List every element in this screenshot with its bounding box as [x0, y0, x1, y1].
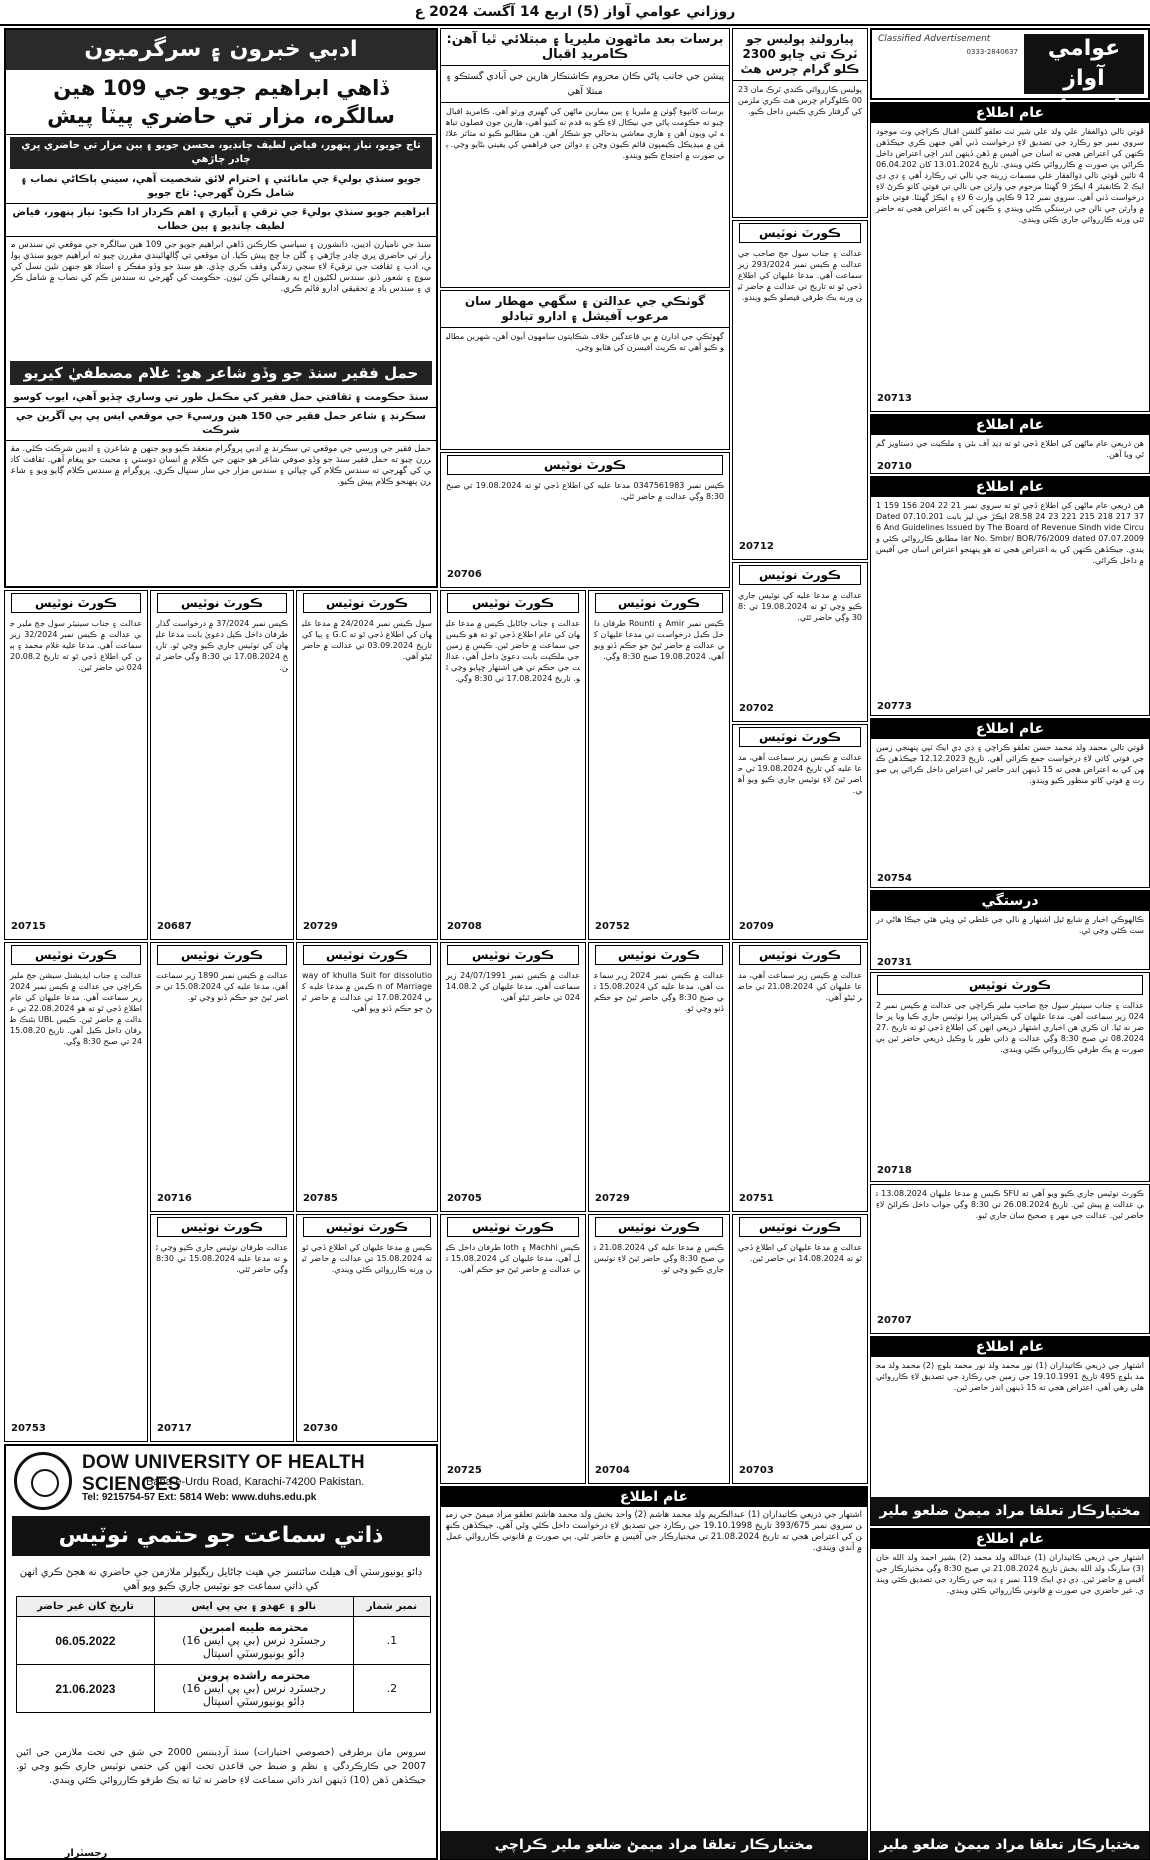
court-notice-r1: ڪورٽ نوٽيس عدالت ۽ جناب سينيئر سول جج صاحب ملير ڪراچي جي عدالت ۾ ڪيس نمبر 2024 زير سماعت آهي. مدعا عليهان کي ڪيترائي ڀيرا نوٽيس جاري ڪيا ويا پر حاضر نه ٿيا. ان ڪري هن اخباري اشتهار ذريعي انهن کي اطلاع ڏجي ٿو ته تاريخ 27.08.2024 تي صبح 8:30 وڳي عدالت ۾ ذاتي طور يا وڪيل ذريعي حاضر ٿين ٻي صورت ۾ يڪ طرفي ڪارروائي ڪئي ويندي. 20718: [870, 972, 1150, 1182]
feature-sub3: ابراهيم جويو سنڌي ٻوليءَ جي ترقي ۽ آبياري ۽ اهم ڪردار ادا ڪيو: نياز پنهور، فياض لطيف چانڊيو ۽ ٻين خطاب: [6, 204, 436, 237]
gutka-news: گوٺڪي جي عدالتن ۽ سگهي مهطار سان مرعوب آفيشل ۽ ادارو تبادلو گهوٽڪي جي ادارن ۾ بي قاعدگين خلاف شڪايتون سامهون آيون آهن، شهرين مطالبو ڪيو آهي ته ڪرپٽ آفيسرن کي هٽايو وڃي.: [440, 290, 730, 450]
duhs-contact: Tel: 9215754-57 Ext: 5814 Web: www.duhs.edu.pk: [82, 1492, 317, 1503]
police-headline: پيارولنڊ پوليس جو ٽرڪ تي ڇاپو 2300 ڪلو گرام چرس هٿ: [733, 29, 867, 81]
masthead: [0, 0, 1150, 26]
feature-headline: ڏاهي ابراهيم جويو جي 109 هين سالگره، مزار تي حاضري پيٽا پيش: [6, 70, 436, 135]
table-row: 2. محترمه راشده پروين رجسٽرڊ نرس (بي پي ايس 16) ڊائو يونيورسٽي اسپتال 21.06.2023: [17, 1665, 431, 1713]
duhs-logo-icon: [14, 1452, 72, 1510]
court-notice-c6: ڪورٽ نوٽيس عدالت ۾ ڪيس نمبر 24/07/1991 زير سماعت آهي. مدعا عليهان کي 14.08.2024 تي حاضر ٿيڻو آهي. 20705: [440, 942, 586, 1212]
public-notice-1: عام اطلاع ڦوتي تالي ذوالفقار علي ولد علي شير ٺٺ تعلقو گلشن اقبال ڪراچي وٽ موجود سروي نمبر جو رڪارڊ جي تصديق لاءِ درخواست ڏني آهي جنهن ڪري جيڪڏهن ڪنهن کي اعتراض هجي ته اسان جي آفيس ۾ ڏهن ڏينهن اندر اچي اعتراض داخل ڪرائي ٻي صورت ۾ ڪارروائي ڪئي ويندي. تاريخ 13.01.2024 کان 06.04.2024 تائين ڦوتي تالي ذوالفقار علي مسمات زرينه جي نالي تي رڪارڊ آهي ۽ ڊي ڊي ايڪ 2 ڪانفيئر 4 ايڪڙ 9 گهنٽا مرحوم جي وارثن جي نالي تي فوتي کاتو ڪرڻ لاءِ درخواست ڏني آهي. سروي نمبر 12 9 ڪاپي وارث 6 لاءِ ۽ ايڪڙ گهنٽا. فوتي خاتو ۾ وارثن جي نالن جي درستگي ڪئي ويندي ۽ ڪنهن کي به اعتراض هجي ته حاضر ٿئي ورنه ڪارروائي جاري ڪئي ويندي. 20713: [870, 102, 1150, 412]
public-notice-2: عام اطلاع هن ذريعي عام ماڻهن کي اطلاع ڏجي ٿو ته ڊيڊ آف بئي ۽ ملڪيت جي دستاويز گم ٿي ويا آهن. 20710: [870, 414, 1150, 474]
court-notice-c1: ڪورٽ نوٽيس عدالت ۽ جناب ايڊيشنل سيشن جج ملير ڪراچي جي عدالت ۾ ڪيس نمبر 2024 زير سماعت آهي. مدعا عليهان کي عام اطلاع ڏجي ٿو ته هو 22.08.2024 تي عدالت ۾ حاضر ٿين. ڪيس UBL بئنڪ طرفان داخل ڪيل آهي. تاريخ 15.08.2024 تي صبح 8:30 وڳي. 20753: [4, 942, 148, 1442]
mukhtiarkar-footer: مختيارڪار تعلقا مراد ميمڻ ضلعو ملير: [871, 1497, 1149, 1525]
public-notice-6: عام اطلاع اشتهار جي ذريعي ڪاتيداران (1) عبدالله ولد محمد (2) بشير احمد ولد الله خان (3) سارنگ ولد الله بخش تاريخ 21.08.2024 تي صبح 8:30 وڳي مختيارڪار جي آفيس ۾ حاضر ٿين. ڊي ڊي ايڪ 119 نمبر ۽ ڊيه جي رڪارڊ جي تصديق ڪئي ويندي. غير حاضري جي صورت ۾ قانوني ڪارروائي ڪئي ويندي. مختيارڪار تعلقا مراد ميمڻ ضلعو ملير: [870, 1528, 1150, 1860]
court-notice-d1: ڪورٽ نوٽيس ڪيس Machhi ۽ Ioth طرفان داخل ڪيل آهي. مدعا عليهان کي 15.08.2024 تي عدالت ۾ حاضر ٿيڻ جو حڪم آهي. 20725: [440, 1214, 586, 1484]
court-notice-c7: ڪورٽ نوٽيس عدالت ۾ ڪيس نمبر 2024 زير سماعت آهي، مدعا عليه کي 15.08.2024 تي صبح 8:30 وڳي حاضر ٿيڻ جو حڪم ڏنو وڃي ٿو. 20729: [588, 942, 730, 1212]
court-notice-d3: ڪورٽ نوٽيس عدالت ۾ مدعا عليهان کي اطلاع ڏجي ٿو ته 14.08.2024 تي حاضر ٿين. 20703: [732, 1214, 868, 1484]
table-header: نمبر شمار: [353, 1597, 430, 1617]
public-notice-4: عام اطلاع ڦوتي تالي محمد ولد محمد حسن تعلقو ڪراچي ۽ ڊي ڊي ايڪ ٽپي پنهنجي زمين جي فوتي کاتي لاءِ درخواست جمع ڪرائي آهي. تاريخ 12.12.2023 جيڪڏهن ڪنهن کي به اعتراض هجي ته 15 ڏينهن اندر حاضر ٿي اعتراض داخل ڪرائي ٻي صورت ۾ فوتي کاتو منظور ڪيو ويندو. 20754: [870, 718, 1150, 888]
duhs-name: DOW UNIVERSITY OF HEALTH SCIENCES: [82, 1452, 365, 1495]
court-notice-b2: ڪورٽ نوٽيس ڪيس نمبر 37/2024 ۾ درخواست گذار طرفان داخل ڪيل دعويٰ بابت مدعا عليهان کي نوٽيس جاري ڪيو وڃي ٿو. تاريخ 17.08.2024 تي 8:30 وڳي حاضر ٿين. 20687: [150, 590, 294, 940]
police-news: پيارولنڊ پوليس جو ٽرڪ تي ڇاپو 2300 ڪلو گرام چرس هٿ پوليس ڪارروائي ڪندي ٽرڪ مان 2300 ڪلوگرام چرس هٿ ڪري ملزمن کي گرفتار ڪري ڪيس داخل ڪيو.: [732, 28, 868, 218]
duhs-table: [16, 1596, 431, 1713]
masthead-line: روزاني عوامي آواز (5) اربع 14 آگسٽ 2024 ع: [414, 4, 736, 20]
public-notice-3: عام اطلاع هن ذريعي عام ماڻهن کي اطلاع ڏجي ٿو ته سروي نمبر 21 22 204 156 159 137 217 218 215 221 23 24 28.58 ايڪڙ جي ليز بابت Dated 07.10.2016 And Guidelines Issued by The Board of Revenue Sindh vide Circular No. Smbr/ BOR/76/2009 dated 07.07.2009 مطابق ڪارروائي ڪئي ويندي. جيڪڏهن ڪنهن کي به اعتراض هجي ته هو پنهنجو اعتراض اسان جي آفيس ۾ داخل ڪرائي. 20773: [870, 476, 1150, 716]
feature-sub2: جويو سنڌي ٻوليءَ جي مانائتي ۽ احترام لائق شخصيت آهي، سيني ٻاڪاڻي نصاب ۽ شامل ڪرڻ گهرجي: تاج جويو: [6, 171, 436, 204]
rain-news: برسات بعد ماڻهون مليريا ۽ مبتلائي ٿيا آهن: ڪامريڊ اقبال پيشن جي جانب پاڻي ڪان محروم ڪاشتڪار هارين جي آبادي گستڪو ۽ مبتلا آهي برسات کانپوءِ ڳوٺن ۾ مليريا ۽ ٻين بيمارين ماڻهن کي گهيري ورتو آهي. ڪامريڊ اقبال چيو ته حڪومت پاڻي جي نيڪال لاءِ ڪو به قدم نه کنيو آهي، هارين جون فصلون تباهه ٿي ويون آهن ۽ هاري معاشي بدحالي جو شڪار آهن. هن مطالبو ڪيو ته متاثر علائقن ۾ ميڊيڪل ڪيمپون قائم ڪيون وڃن ۽ دوائن جي فراهمي کي يقيني بڻايو وڃي. ٻي صورت ۾ احتجاج ڪيو ويندو.: [440, 28, 730, 288]
court-notice-m0: ڪورٽ نوٽيس عدالت ۽ جناب سول جج صاحب جي عدالت ۾ ڪيس نمبر 293/2024 زير سماعت آهي. مدعا عليهان کي اطلاع ڏجي ٿو ته تاريخ تي عدالت ۾ حاضر ٿين ورنه يڪ طرفي فيصلو ڪيو ويندو. 20712: [732, 220, 868, 560]
correction-notice: درستگي ڪالهوڪي اخبار ۾ شايع ٿيل اشتهار ۾ نالي جي غلطي ٿي ويئي هئي جيڪا هاڻي درست ڪئي وڃي ٿي. 20731: [870, 890, 1150, 970]
court-notice-m1: ڪورٽ نوٽيس ڪيس نمبر 0347561983 مدعا عليه کي اطلاع ڏجي ٿو ته 19.08.2024 تي صبح 8:30 وڳي عدالت ۾ حاضر ٿئي. 20706: [440, 452, 730, 588]
classified-en-label: Classified Advertisement: [878, 34, 991, 44]
court-notice-r2: ڪورٽ نوٽيس جاري ڪيو ويو آهي ته SFU ڪيس ۾ مدعا عليهان 13.08.2024 تي عدالت ۾ پيش ٿين. تاريخ 26.08.2024 تي 8:30 وڳي جواب داخل ڪرائڻ لاءِ حاضر ٿين. عدالت جي مهر ۽ صحيح سان جاري ٿيو. 20707: [870, 1184, 1150, 1334]
rain-sub: پيشن جي جانب پاڻي ڪان محروم ڪاشتڪار هارين جي آبادي گستڪو ۽ مبتلا آهي: [441, 66, 729, 103]
rain-headline: برسات بعد ماڻهون مليريا ۽ مبتلائي ٿيا آهن: ڪامريڊ اقبال: [441, 29, 729, 66]
court-notice-c2: ڪورٽ نوٽيس عدالت ۾ ڪيس نمبر 1890 زير سماعت آهي، مدعا عليه کي 15.08.2024 تي حاضر ٿيڻ جو حڪم ڏنو وڃي ٿو. 20716: [150, 942, 294, 1212]
court-notice-c3: ڪورٽ نوٽيس way of khulla Suit for dissolution of Marriage ڪيس ۾ مدعا عليه کي 17.08.2024 تي عدالت ۾ حاضر ٿيڻ جو حڪم ڏنو ويو آهي. 20785: [296, 942, 438, 1212]
classified-title: عوامي آواز: [1024, 34, 1144, 94]
feature-sub4: سنڌ حڪومت ۽ ثقافتي حمل فقير کي مڪمل طور تي وساري ڇڏيو آهي، ايوب کوسو: [6, 389, 436, 408]
gutka-headline: گوٺڪي جي عدالتن ۽ سگهي مهطار سان مرعوب آفيشل ۽ ادارو تبادلو: [441, 291, 729, 328]
public-notice-title: عام اطلاع: [871, 103, 1149, 123]
public-notice-5: عام اطلاع اشتهار جي ذريعي ڪاتيداران (1) نور محمد ولد نور محمد بلوچ (2) محمد ولد محمد بلوچ 495 تاريخ 19.10.1991 جي زمين جي رڪارڊ جي تصديق لاءِ ڪارروائي هلي رهي آهي. اعتراض هجي ته 15 ڏينهن اندر حاضر ٿين. مختيارڪار تعلقا مراد ميمڻ ضلعو ملير: [870, 1336, 1150, 1526]
court-notice-c8: ڪورٽ نوٽيس عدالت ۾ ڪيس زير سماعت آهي، مدعا عليهان کي 21.08.2024 تي حاضر ٿيڻو آهي. 20751: [732, 942, 868, 1212]
court-notice-a3: ڪورٽ نوٽيس عدالت ۾ ڪيس زير سماعت آهي، مدعا عليه کي تاريخ 19.08.2024 تي حاضر ٿيڻ لاءِ نوٽيس جاري ڪيو ويو آهي. 20709: [732, 724, 868, 940]
court-notice-a1: ڪورٽ نوٽيس عدالت ۽ جناب ڄاڻايل ڪيس ۾ مدعا عليهان کي عام اطلاع ڏجي ٿو ته هو ڪيس جي سماعت ۾ حاضر ٿين. ڪيس ۾ زمين جي ملڪيت بابت دعويٰ داخل آهي، عدالت جي حڪم تي هي اشتهار ڇپايو وڃي ٿو. تاريخ 17.08.2024 تي 8:30 وڳي. 20708: [440, 590, 586, 940]
duhs-address: Baba-e-Urdu Road, Karachi-74200 Pakistan.: [146, 1476, 365, 1488]
table-row: 1. محترمه طيبه امبرين رجسٽرڊ نرس (بي پي ايس 16) ڊائو يونيورسٽي اسپتال 06.05.2022: [17, 1617, 431, 1665]
duhs-advertisement: [4, 1444, 438, 1860]
duhs-intro: ڊائو يونيورسٽي آف هيلٿ سائنسز جي هيٺ ڄاڻايل ريگيولر ملازمن جي حاضري نه هجڻ ڪري انهن کي ذاتي سماعت جو نوٽيس جاري ڪيو ويو آهي: [19, 1567, 423, 1592]
classified-contact: 0333-2840637: [966, 48, 1018, 56]
court-notice-m2: ڪورٽ نوٽيس عدالت ۾ مدعا عليه کي نوٽيس جاري ڪيو وڃي ٿو ته 19.08.2024 تي 8:30 وڳي حاضر ٿئي. 20702: [732, 562, 868, 722]
duhs-notice-title: ذاتي سماعت جو حتمي نوٽيس: [12, 1516, 430, 1556]
duhs-signature: رجسٽرار: [64, 1848, 108, 1859]
feature-sub5: سڪرنڊ ۽ شاعر حمل فقير جي 150 هين ورسيءَ جي موقعي ايس پي پي آڱرين جي شرڪت: [6, 408, 436, 441]
table-header: نالو ۽ عهدو ۽ بي پي ايس: [154, 1597, 353, 1617]
court-notice-c4: ڪورٽ نوٽيس عدالت طرفان نوٽيس جاري ڪيو وڃي ٿو ته مدعا عليه 15.08.2024 تي 8:30 وڳي حاضر ٿئي. 20717: [150, 1214, 294, 1442]
court-notice-d2: ڪورٽ نوٽيس ڪيس ۾ مدعا عليه کي 21.08.2024 تي صبح 8:30 وڳي حاضر ٿيڻ لاءِ نوٽيس جاري ڪيو وڃي ٿو. 20704: [588, 1214, 730, 1484]
literature-banner: ادبي خبرون ۽ سرگرميون: [6, 30, 436, 70]
notice-text: ڦوتي تالي ذوالفقار علي ولد علي شير ٺٺ تعلقو گلشن اقبال ڪراچي وٽ موجود سروي نمبر جو رڪارڊ جي تصديق لاءِ درخواست ڏني آهي جنهن ڪري جيڪڏهن ڪنهن کي اعتراض هجي ته اسان جي آفيس ۾ ڏهن ڏينهن اندر اچي اعتراض داخل ڪرائي ٻي صورت ۾ ڪارروائي ڪئي ويندي. تاريخ 13.01.2024 کان 06.04.2024 تائين ڦوتي تالي ذوالفقار علي مسمات زرينه جي نالي تي رڪارڊ آهي ۽ ڊي ڊي ايڪ 2 ڪانفيئر 4 ايڪڙ 9 گهنٽا مرحوم جي وارثن جي نالي تي فوتي کاتو ڪرڻ لاءِ درخواست ڏني آهي. سروي نمبر 12 9 ڪاپي وارث 6 لاءِ ۽ ايڪڙ گهنٽا. فوتي خاتو ۾ وارثن جي نالن جي درستگي ڪئي ويندي ۽ ڪنهن کي به اعتراض هجي ته حاضر ٿئي ورنه ڪارروائي جاري ڪئي ويندي.: [875, 127, 1145, 224]
court-notice-a2: ڪورٽ نوٽيس ڪيس نمبر Amir ۽ Rounti طرفان داخل ڪيل درخواست تي مدعا عليهان کي عدالت ۾ حاضر ٿيڻ جو حڪم ڏنو ويو آهي. 19.08.2024 صبح 8:30 وڳي. 20752: [588, 590, 730, 940]
table-header: تاريخ کان غير حاضر: [17, 1597, 155, 1617]
public-notice-7: عام اطلاع اشتهار جي ذريعي ڪاتيداران (1) عبدالڪريم ولد محمد هاشم (2) واحد بخش ولد محمد هاشم تعلقو مراد ميمڻ جي زمين سروي نمبر 393/675 تاريخ 19.10.1998 جي رڪارڊ جي تصديق لاءِ درخواست داخل ڪئي وئي آهي. جيڪڏهن ڪنهن کي اعتراض هجي ته تاريخ 21.08.2024 تي مختيارڪار جي آفيس ۾ حاضر ٿئي. ٻي صورت ۾ قانوني ڪارروائي عمل ۾ آندي ويندي. مختيارڪار تعلقا مراد ميمڻ ضلعو ملير ڪراچي: [440, 1486, 868, 1860]
feature-headline-2: حمل فقير سنڌ جو وڏو شاعر هو: غلام مصطفيٰ کيريو: [10, 361, 432, 385]
literature-feature: ادبي خبرون ۽ سرگرميون ڏاهي ابراهيم جويو جي 109 هين سالگره، مزار تي حاضري پيٽا پيش تاج جويو، نياز پنهور، فياض لطيف چانڊيو، محسن جويو ۽ ٻين مزار تي حاضري ڀري چادر چاڙهي جويو سنڌي ٻوليءَ جي مانائتي ۽ احترام لائق شخصيت آهي، سيني ٻاڪاڻي نصاب ۽ شامل ڪرڻ گهرجي: تاج جويو ابراهيم جويو سنڌي ٻوليءَ جي ترقي ۽ آبياري ۽ اهم ڪردار ادا ڪيو: نياز پنهور، فياض لطيف چانڊيو ۽ ٻين خطاب سنڌ جي ناميارن اديبن، دانشورن ۽ سياسي ڪارڪنن ڏاهي ابراهيم جويو جي 109 هين سالگره جي موقعي تي سندس مزار تي حاضري ڀري چادر چاڙهي ۽ گلن جا ڇڄ پيش ڪيا. ان موقعي تي ڳالهائيندي مقررن چيو ته ابراهيم جويو سنڌي ٻولي، ادب ۽ ثقافت جي ترقيءَ لاءِ سڄي زندگي وقف ڪري ڇڏي. هو سنڌ جو وڏو مفڪر ۽ استاد هو جنهن نئين نسل کي سوچ ۽ شعور ڏنو. سندس لکڻيون اڄ به رهنمائي ڪن ٿيون. حڪومت کي گهرجي ته سندس ڪم کي نصاب ۾ شامل ڪري ۽ سندس ياد ۾ تحقيقي ادارو قائم ڪري. حمل فقير سنڌ جو وڏو شاعر هو: غلام مصطفيٰ کيريو سنڌ حڪومت ۽ ثقافتي حمل فقير کي مڪمل طور تي وساري ڇڏيو آهي، ايوب کوسو سڪرنڊ ۽ شاعر حمل فقير جي 150 هين ورسيءَ جي موقعي ايس پي پي آڱرين جي شرڪت حمل فقير جي ورسي جي موقعي تي سڪرنڊ ۾ ادبي پروگرام منعقد ڪيو ويو جنهن ۾ شاعرن ۽ اديبن شرڪت ڪئي. مقررن چيو ته حمل فقير سنڌ جو وڏو صوفي شاعر هو جنهن جي ڪلام ۾ انسان دوستي ۽ محبت جو پيغام آهي. ثقافت کاتي کي گهرجي ته سندس ڪلام کي ڇپائي ۽ سندس مزار جي سار سنڀال ڪري. پروگرام ۾ سندس ڪلام ڳايو ويو ۽ شاعرن پنهنجو ڪلام پيش ڪيو.: [4, 28, 438, 588]
classified-header: [870, 28, 1150, 100]
feature-sub1: تاج جويو، نياز پنهور، فياض لطيف چانڊيو، محسن جويو ۽ ٻين مزار تي حاضري ڀري چادر چاڙهي: [10, 137, 432, 169]
duhs-footer-text: سروس مان برطرفي (خصوصي اختيارات) سنڌ آرڊيننس 2000 جي شق جي تحت ملازمن جي ائين 2007 جي ڪارڪردگي ۽ نظم و ضبط جي قاعدن تحت انهن کي حتمي نوٽيس جاري ڪيو وڃي ٿو. جيڪڏهن ڏهن (10) ڏينهن اندر ذاتي سماعت لاءِ حاضر نه ٿيا ته يڪ طرفو ڪارروائي ڪئي ويندي.: [16, 1747, 427, 1786]
court-notice-c5: ڪورٽ نوٽيس ڪيس ۾ مدعا عليهان کي اطلاع ڏجي ٿو ته 15.08.2024 تي عدالت ۾ حاضر ٿين ورنه ڪارروائي ڪئي ويندي. 20730: [296, 1214, 438, 1442]
court-notice-b3: ڪورٽ نوٽيس سول ڪيس نمبر 24/2024 ۾ مدعا عليهان کي اطلاع ڏجي ٿو ته G.C ۽ ٻيا کي تاريخ 03.09.2024 تي عدالت ۾ حاضر ٿيڻو آهي. 20729: [296, 590, 438, 940]
court-notice-b1: ڪورٽ نوٽيس عدالت ۽ جناب سينيئر سول جج ملير جي عدالت ۾ ڪيس نمبر 32/2024 زير سماعت آهي. مدعا عليه غلام محمد ۽ ٻين کي اطلاع ڏجي ٿو ته تاريخ 20.08.2024 تي حاضر ٿين. 20715: [4, 590, 148, 940]
